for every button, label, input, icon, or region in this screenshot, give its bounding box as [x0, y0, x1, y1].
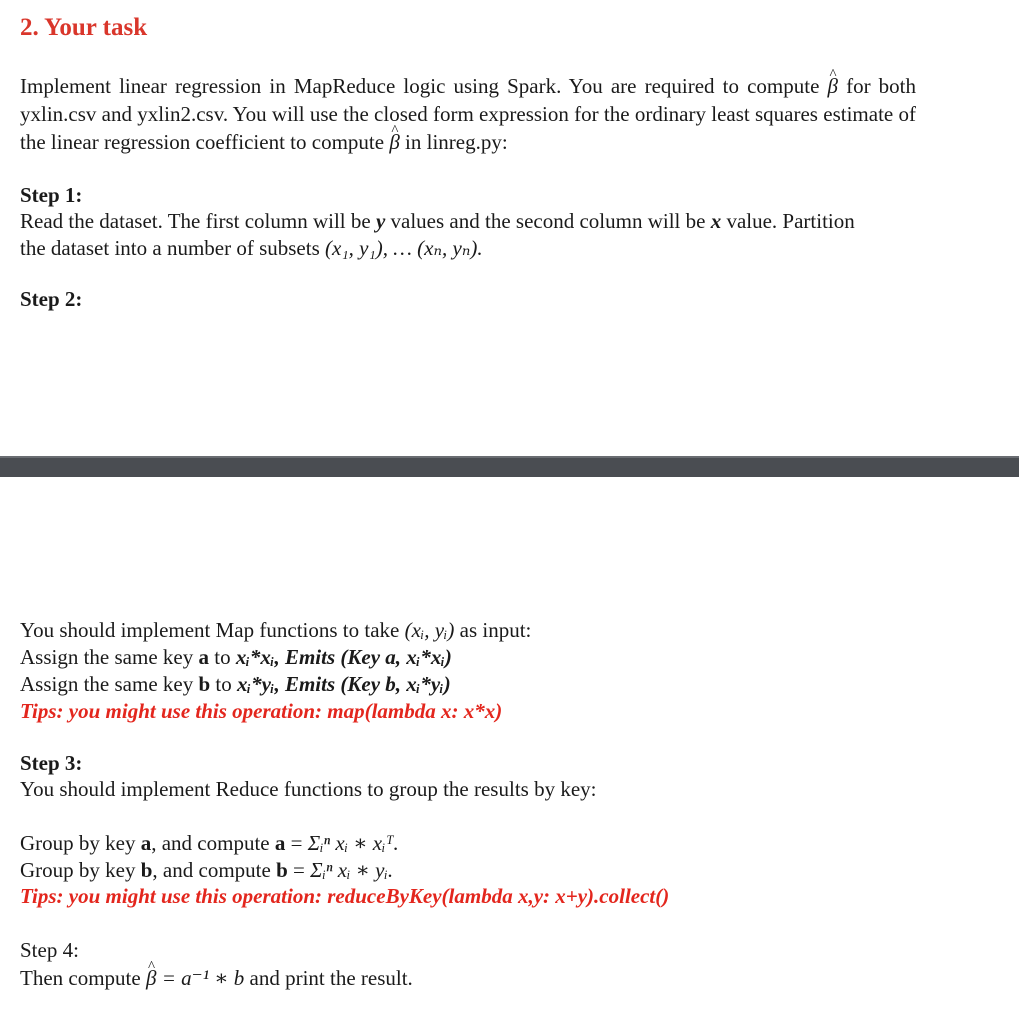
step1-text-a: Read the dataset. The first column will be: [20, 209, 371, 233]
intro-text-3: in linreg.py:: [405, 130, 508, 154]
assign-b-expr: xᵢ*yᵢ,: [237, 672, 280, 696]
map-tip: Tips: you might use this operation: map(lambda x: x*x): [20, 699, 503, 723]
group-key-a-label: a: [140, 831, 152, 855]
assign-a-mid: to: [214, 645, 231, 669]
step1-heading: Step 1:: [20, 183, 83, 207]
step1-line1: [20, 208, 855, 235]
emit-a: Emits (Key a, xᵢ*xᵢ): [284, 645, 452, 669]
sum-symbol: Σᵢⁿ: [307, 831, 331, 855]
section-title: 2. Your task: [20, 14, 148, 41]
map-intro-text-b: as input:: [459, 618, 532, 642]
group-key-a: [20, 830, 399, 857]
assign-a-pre: Assign the same key: [20, 645, 194, 669]
intro-text-2: for both yxlin.csv and yxlin2.csv. You will use the closed form expression for the ordinary least squares estimate of the linear regression coefficient to compute: [20, 74, 917, 154]
key-a: a: [198, 645, 209, 669]
group-a-pre: Group by key: [20, 831, 136, 855]
step1-text-c: value. Partition: [726, 209, 855, 233]
sum-a-lhs: a: [274, 831, 286, 855]
sum-symbol: Σᵢⁿ: [310, 858, 333, 882]
reduce-tip: Tips: you might use this operation: reduceByKey(lambda x,y: x+y).collect(): [20, 884, 670, 908]
sum-b-lhs: b: [276, 858, 288, 882]
step4-text: [20, 965, 413, 992]
x-variable: x: [710, 209, 722, 233]
beta-hat-symbol: ^ β: [828, 72, 838, 100]
intro-paragraph: [20, 72, 916, 156]
page-divider: [0, 456, 1019, 477]
group-b-mid: , and compute: [152, 858, 271, 882]
group-key-b: [20, 857, 393, 884]
step2-heading: Step 2:: [20, 287, 83, 311]
step1-text-b: values and the second column will be: [390, 209, 706, 233]
assign-b-pre: Assign the same key: [20, 672, 194, 696]
assign-key-b: [20, 671, 451, 698]
beta-hat-symbol: ^ β: [389, 128, 399, 156]
emit-b: Emits (Key b, xᵢ*yᵢ): [284, 672, 451, 696]
assign-key-a: [20, 644, 452, 671]
subsets-formula: (x₁, y₁), … (xₙ, yₙ).: [325, 236, 483, 260]
step4-heading: Step 4:: [20, 938, 79, 962]
equals-sign: =: [293, 858, 305, 882]
step3-text: You should implement Reduce functions to group the results by key:: [20, 777, 597, 801]
beta-hat-symbol: ^ β: [146, 965, 156, 992]
sum-b-expr: xᵢ ∗ yᵢ.: [337, 858, 394, 882]
step3-heading: Step 3:: [20, 751, 83, 775]
step1-line2: [20, 235, 483, 262]
sum-a-expr: xᵢ ∗ xᵢᵀ.: [335, 831, 399, 855]
key-b: b: [198, 672, 211, 696]
step1-line2-text: the dataset into a number of subsets: [20, 236, 320, 260]
group-a-mid: , and compute: [151, 831, 270, 855]
equals-sign: =: [290, 831, 303, 855]
assign-b-mid: to: [215, 672, 232, 696]
map-input-pair: (xᵢ, yᵢ): [404, 618, 455, 642]
step4-text-a: Then compute: [20, 966, 141, 990]
y-variable: y: [375, 209, 386, 233]
map-intro-text: You should implement Map functions to take: [20, 618, 400, 642]
group-key-b-label: b: [140, 858, 153, 882]
map-intro: [20, 617, 531, 644]
beta-formula: = a⁻¹ ∗ b: [161, 966, 245, 990]
step4-text-b: and print the result.: [249, 966, 413, 990]
assign-a-expr: xᵢ*xᵢ,: [235, 645, 280, 669]
group-b-pre: Group by key: [20, 858, 136, 882]
intro-text-1: Implement linear regression in MapReduce logic using Spark. You are required to compute: [20, 74, 820, 98]
